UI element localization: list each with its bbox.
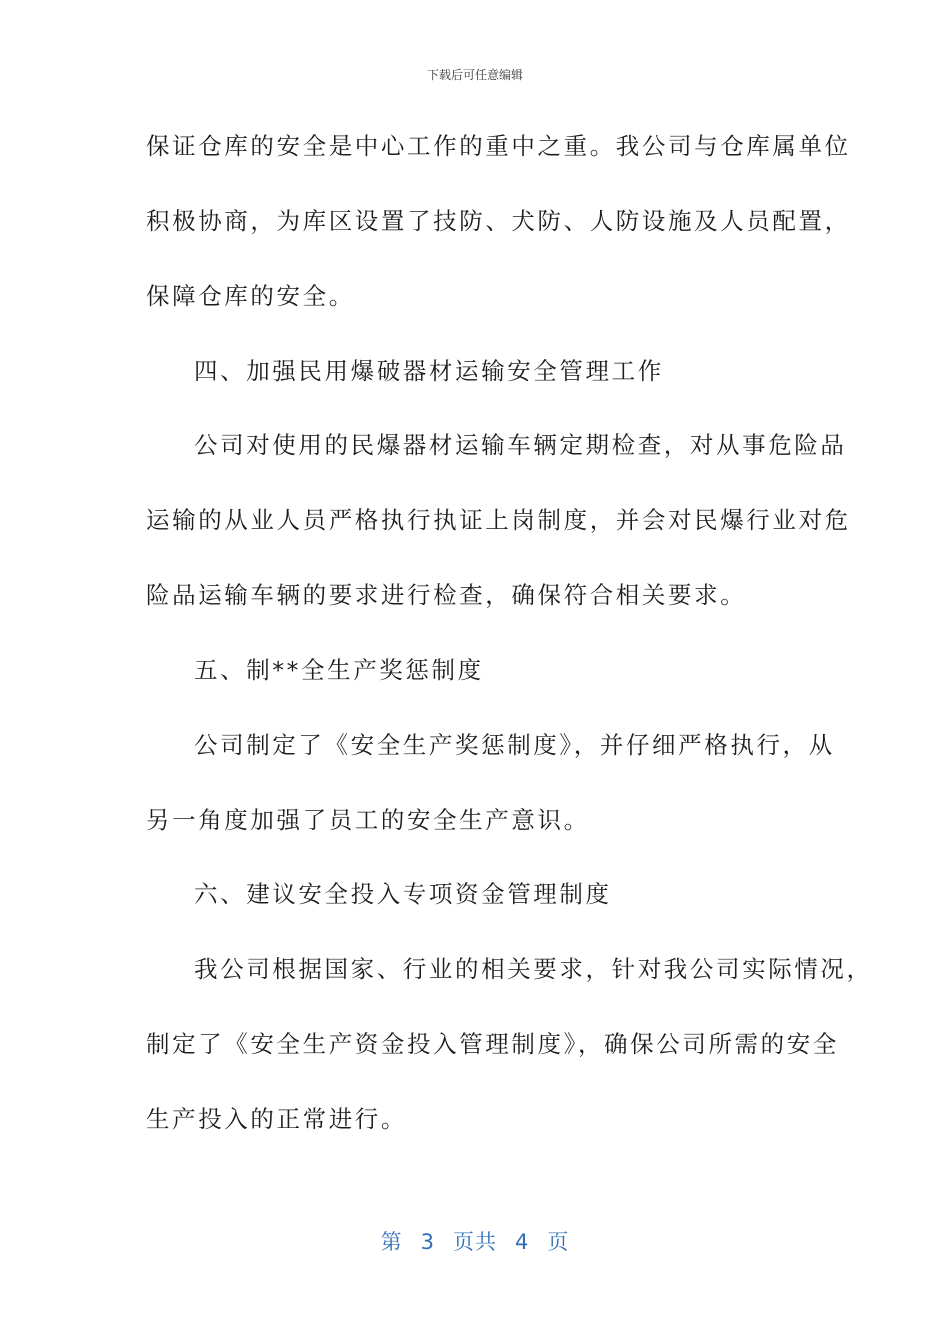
text-line: 保证仓库的安全是中心工作的重中之重。我公司与仓库属单位: [146, 132, 851, 160]
text-line: 险品运输车辆的要求进行检查，确保符合相关要求。: [146, 581, 747, 609]
text-line: 制定了《安全生产资金投入管理制度》，确保公司所需的安全: [146, 1030, 839, 1058]
text-line: 积极协商，为库区设置了技防、犬防、人防设施及人员配置，: [146, 207, 851, 235]
text-line: 保障仓库的安全。: [146, 282, 355, 310]
footer-suffix: 页: [547, 1230, 570, 1254]
current-page-number: 3: [420, 1230, 435, 1254]
footer-middle: 页共: [453, 1230, 497, 1254]
text-line: 另一角度加强了员工的安全生产意识。: [146, 806, 590, 834]
section-heading: 四、加强民用爆破器材运输安全管理工作: [194, 357, 664, 385]
text-line: 公司对使用的民爆器材运输车辆定期检查，对从事危险品: [194, 431, 847, 459]
text-line: 运输的从业人员严格执行执证上岗制度，并会对民爆行业对危: [146, 506, 851, 534]
text-line: 公司制定了《安全生产奖惩制度》，并仔细严格执行，从: [194, 731, 835, 759]
text-line: 我公司根据国家、行业的相关要求，针对我公司实际情况，: [194, 955, 873, 983]
total-pages-number: 4: [515, 1230, 530, 1254]
header-note: 下载后可任意编辑: [426, 68, 523, 82]
section-heading: 六、建议安全投入专项资金管理制度: [194, 880, 612, 908]
text-line: 生产投入的正常进行。: [146, 1105, 407, 1133]
section-heading: 五、制**全生产奖惩制度: [194, 656, 484, 684]
footer-prefix: 第: [380, 1230, 403, 1254]
page-footer: [0, 1226, 950, 1256]
